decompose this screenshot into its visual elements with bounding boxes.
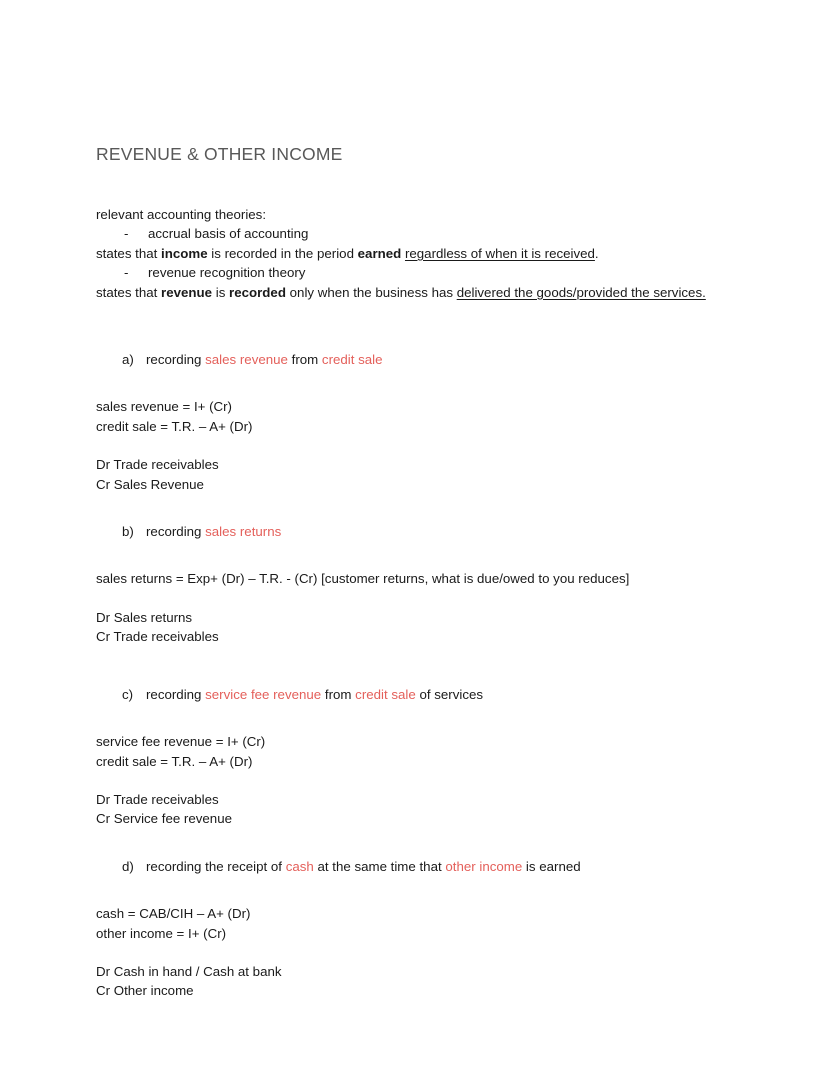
theory-2-bold-1: revenue [161, 284, 213, 300]
dash-marker: - [124, 226, 129, 242]
item-c-term-2: credit sale [355, 686, 416, 702]
item-c-mid: from [321, 686, 356, 702]
item-a-entry-1: Dr Trade receivables [96, 457, 219, 473]
theories-intro: relevant accounting theories: [96, 207, 267, 222]
theory-2-statement [96, 283, 712, 302]
item-a-term-2: credit sale [321, 352, 383, 368]
item-b-pre: recording [146, 524, 206, 540]
page-title: REVENUE & OTHER INCOME [96, 144, 343, 164]
item-b-heading [96, 522, 712, 541]
item-b-entry-1: Dr Sales returns [96, 609, 193, 625]
item-a-pre: recording [146, 352, 206, 368]
theory-2-prefix: states that [96, 284, 162, 300]
item-d-term-2: other income [445, 858, 523, 874]
item-a-mid: from [287, 352, 322, 368]
item-section-a [96, 350, 712, 494]
item-d-post: is earned [522, 858, 581, 874]
item-c-formula-2: credit sale = T.R. – A+ (Dr) [96, 753, 253, 769]
theory-1-bold-1: income [161, 245, 208, 261]
dash-marker: - [124, 265, 129, 281]
item-c-marker: c) [122, 686, 134, 702]
spacer [96, 302, 712, 350]
spacer [96, 704, 712, 732]
item-c-entry-2: Cr Service fee revenue [96, 811, 232, 827]
spacer [96, 369, 712, 397]
theory-1-prefix: states that [96, 245, 162, 261]
item-section-b [96, 522, 712, 647]
item-d-term-1: cash [285, 858, 314, 874]
item-b-marker: b) [122, 524, 134, 540]
theory-2-mid-1: is [212, 284, 230, 300]
item-c-heading [96, 685, 712, 704]
item-c-post: of services [415, 686, 484, 702]
spacer [96, 771, 712, 790]
item-a-heading [96, 350, 712, 369]
item-c-term-1: service fee revenue [205, 686, 322, 702]
theory-1-suffix: . [594, 245, 599, 261]
spacer [96, 541, 712, 569]
spacer [96, 829, 712, 857]
item-d-entry-1: Dr Cash in hand / Cash at bank [96, 963, 282, 979]
theory-1-bullet [96, 224, 712, 243]
item-b-formula-1: sales returns = Exp+ (Dr) – T.R. - (Cr) [customer returns, what is due/owed to you reduces] [96, 571, 630, 587]
item-a-formula-1: sales revenue = I+ (Cr) [96, 399, 232, 415]
item-section-d [96, 857, 712, 1001]
theory-1-statement [96, 244, 712, 263]
item-d-formula-1: cash = CAB/CIH – A+ (Dr) [96, 906, 251, 922]
spacer [96, 943, 712, 962]
item-c-pre: recording [146, 686, 206, 702]
theory-2-mid-2: only when the business has [285, 284, 457, 300]
item-c-formula-1: service fee revenue = I+ (Cr) [96, 734, 266, 750]
theories-section [96, 205, 712, 302]
item-a-marker: a) [122, 352, 134, 368]
item-d-formula-2: other income = I+ (Cr) [96, 925, 227, 941]
item-d-heading [96, 857, 712, 876]
theory-2-name: revenue recognition theory [148, 265, 306, 281]
theory-1-underlined: regardless of when it is received [404, 245, 595, 261]
item-c-entry-1: Dr Trade receivables [96, 791, 219, 807]
item-d-pre: recording the receipt of [146, 858, 286, 874]
item-d-mid: at the same time that [313, 858, 446, 874]
item-d-entry-2: Cr Other income [96, 983, 194, 999]
item-b-term-1: sales returns [205, 524, 282, 540]
theory-2-underlined: delivered the goods/provided the services. [456, 284, 706, 300]
spacer [96, 589, 712, 608]
theory-1-bold-2: earned [357, 245, 402, 261]
theory-1-name: accrual basis of accounting [148, 226, 309, 242]
theory-2-bold-2: recorded [229, 284, 286, 300]
theory-2-bullet [96, 263, 712, 282]
item-a-formula-2: credit sale = T.R. – A+ (Dr) [96, 418, 253, 434]
item-b-entry-2: Cr Trade receivables [96, 629, 219, 645]
item-section-c [96, 685, 712, 829]
spacer [96, 647, 712, 685]
item-a-term-1: sales revenue [205, 352, 288, 368]
spacer [96, 876, 712, 904]
item-d-marker: d) [122, 858, 134, 874]
item-a-entry-2: Cr Sales Revenue [96, 476, 204, 492]
spacer [96, 494, 712, 522]
document-content [96, 142, 712, 1001]
spacer [96, 436, 712, 455]
theory-1-mid-1: is recorded in the period [207, 245, 358, 261]
